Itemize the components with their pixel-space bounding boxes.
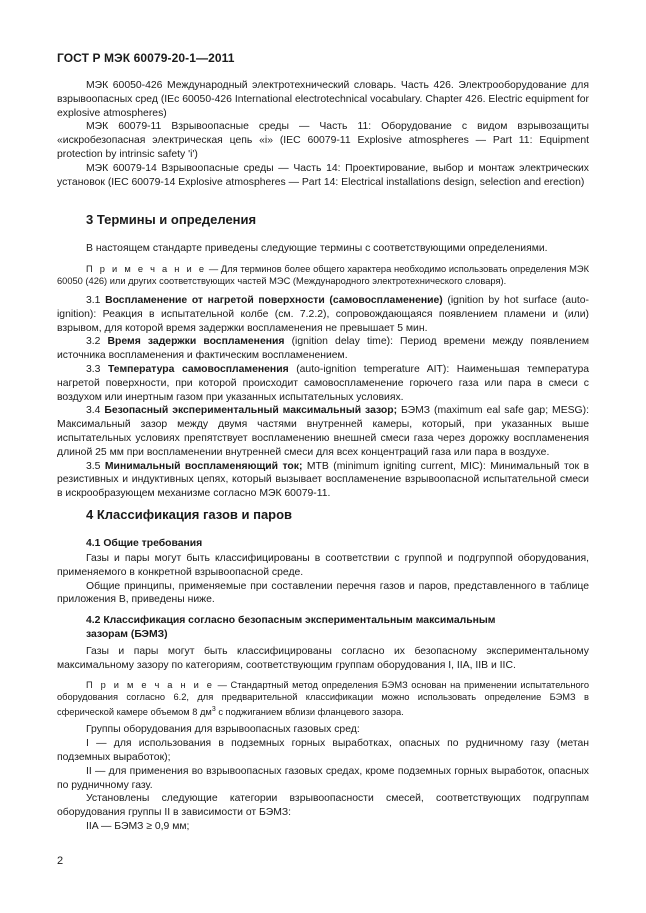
term-definition: (ignition delay time): Период времени между появлением источника воспламенения и фактическим воспламенением. bbox=[57, 336, 589, 362]
subsection-4-1-heading: 4.1 Общие требования bbox=[86, 538, 203, 549]
section-4-heading: 4 Классификация газов и паров bbox=[86, 507, 293, 522]
term-name: Минимальный воспламеняющий ток; bbox=[104, 460, 303, 472]
paragraph: Группы оборудования для взрывоопасных газовых сред: bbox=[86, 724, 360, 736]
reference-item: МЭК 60079-14 Взрывоопасные среды — Часть 14: Проектирование, выбор и монтаж электрических установок (IEC 60079-14 Explosive atmospheres — Part 14: Electrical installations design, selection and erection) bbox=[57, 162, 589, 188]
section-3-intro: В настоящем стандарте приведены следующие термины с соответствующими определениями. bbox=[86, 243, 548, 254]
reference-item: МЭК 60050-426 Международный электротехнический словарь. Часть 426. Электрооборудование для взрывоопасных сред (IEc 60050-426 International electrotechnical vocabulary. Chapter 426. Electric equipment for explosive atmospheres) bbox=[57, 80, 589, 119]
reference-item: МЭК 60079-11 Взрывоопасные среды — Часть 11: Оборудование с видом взрывозащиты «искробезопасная электрическая цепь «i» (IEC 60079-11 Explosive atmospheres — Part 11: Equipment protection by intrinsic safety 'i') bbox=[57, 121, 589, 160]
term-definition: (ignition by hot surface (auto-ignition): Реакция в испытательной колбе (см. 7.2.2), сопровождающаяся появлением пламени и (или) взрывом, для которой время задержки воспламенения не превышает 5 мин. bbox=[57, 294, 589, 334]
note-text: — Стандартный метод определения БЭМЗ основан на применении испытательного оборудования согласно 6.2, для предварительной классификации можно использовать определение БЭМЗ в сферической камере объемом 8 дм bbox=[57, 679, 589, 717]
note-label: П р и м е ч а н и е bbox=[86, 263, 207, 274]
term-definition: БЭМЗ (maximum eal safe gap; MESG): Максимальный зазор между двумя частями внутренней камеры, который, при указанных выше испытательных условиях препятствует воспламенению внешней смеси газа через дорожку воспламенения длиной 25 мм при воспламенении внутренней смеси для всех концентраций газа или пара в воздухе. bbox=[57, 405, 589, 458]
normative-references bbox=[57, 79, 589, 189]
term-3-2 bbox=[57, 335, 589, 363]
paragraph: Общие принципы, применяемые при составлении перечня газов и паров, представленного в таблице приложения В, приведены ниже. bbox=[57, 580, 589, 606]
term-3-5 bbox=[57, 460, 589, 501]
group-i-item: I — для использования в подземных горных выработках, опасных по рудничному газу (метан подземных выработок); bbox=[57, 738, 589, 764]
section-3-heading: 3 Термины и определения bbox=[86, 212, 257, 227]
paragraph: Газы и пары могут быть классифицированы в соответствии с группой и подгруппой оборудования, применяемого в конкретной взрывоопасной среде. bbox=[57, 553, 589, 578]
term-definition: МТВ (minimum igniting current, MIC): Минимальный ток в резистивных и индуктивных цепях, который вызывает воспламенение взрывоопасной испытательной смеси в искрообразующем механизме согласно МЭК 60079-11. bbox=[57, 460, 589, 500]
term-name: Время задержки воспламенения bbox=[107, 336, 285, 348]
term-name: Температура самовоспламенения bbox=[107, 363, 289, 375]
subsection-4-2-body bbox=[57, 645, 589, 834]
paragraph: Газы и пары могут быть классифицированы согласно их безопасному экспериментальному максимальному зазору по категориям, соответствующим группам оборудования I, IIA, IIB и IIC. bbox=[57, 646, 589, 671]
paragraph: Установлены следующие категории взрывоопасности смесей, соответствующих подгруппам оборудования группы II в зависимости от БЭМЗ: bbox=[57, 793, 589, 819]
term-number: 3.2 bbox=[86, 336, 108, 348]
page-number: 2 bbox=[57, 855, 64, 867]
term-name: Безопасный экспериментальный максимальный зазор; bbox=[104, 405, 398, 417]
note-label: П р и м е ч а н и е bbox=[86, 679, 215, 690]
term-number: 3.5 bbox=[86, 460, 105, 472]
group-ii-item: II — для применения во взрывоопасных газовых средах, кроме подземных горных выработок, опасных по рудничному газу. bbox=[57, 765, 589, 791]
term-3-1 bbox=[57, 294, 589, 335]
term-name: Воспламенение от нагретой поверхности (самовоспламенение) bbox=[105, 294, 443, 306]
term-definition: (auto-ignition temperature AIT): Наименьшая температура нагретой поверхности, при которой происходит самовоспламенение горючего газа или пара в смеси с воздухом или инертным газом при указанных испытательных условиях. bbox=[57, 363, 589, 403]
note-text: с поджиганием вблизи фланцевого зазора. bbox=[215, 706, 404, 717]
subsection-4-2-heading: 4.2 Классификация согласно безопасным экспериментальным максимальным зазорам (БЭМЗ) bbox=[86, 615, 496, 640]
note-superscript: 3 bbox=[211, 705, 216, 713]
term-number: 3.3 bbox=[86, 363, 108, 375]
category-iia-item: IIA — БЭМЗ ≥ 0,9 мм; bbox=[86, 821, 190, 833]
note-text: — Для терминов более общего характера необходимо использовать определения МЭК 60050 (426) или других соответствующих частей МЭС (Международного электротехнического словаря). bbox=[57, 263, 590, 287]
subsection-4-1-body bbox=[57, 552, 589, 607]
term-number: 3.4 bbox=[86, 405, 105, 417]
term-3-3 bbox=[57, 363, 589, 404]
section-3-body bbox=[57, 242, 589, 501]
section-3-note bbox=[57, 263, 589, 288]
standard-header: ГОСТ Р МЭК 60079-20-1—2011 bbox=[57, 51, 235, 65]
term-number: 3.1 bbox=[86, 294, 106, 306]
section-4-note bbox=[57, 679, 589, 719]
term-3-4 bbox=[57, 404, 589, 459]
